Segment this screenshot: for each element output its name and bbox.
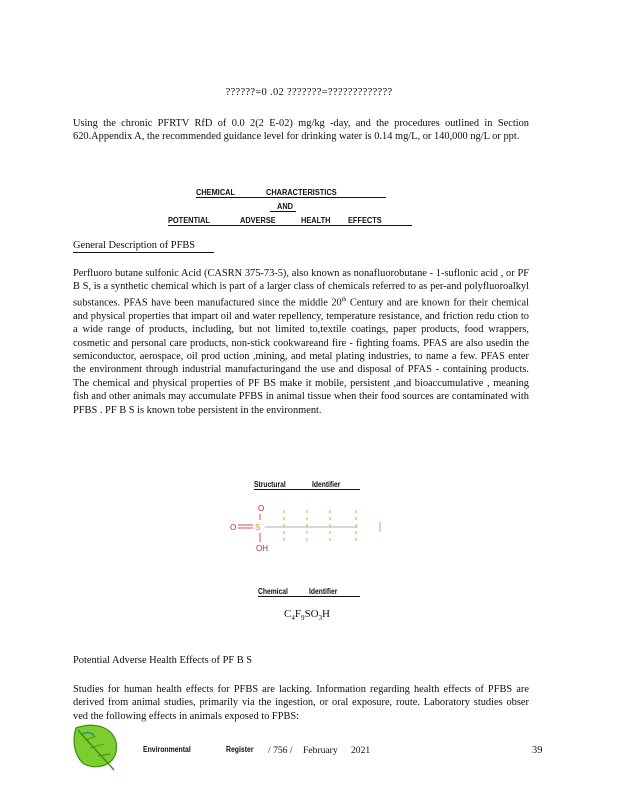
- heading-and: AND: [277, 201, 294, 211]
- health-effects-body: Studies for human health effects for PFBS are lacking. Information regarding health effects of PFBS are derived from animal studies, primarily via the ingestion, or oral exposure, route. Laboratory studies obser ved the following effects in animals exposed to FPBS:: [73, 684, 529, 722]
- general-title-rule: [73, 252, 214, 253]
- heading-health: HEALTH: [301, 215, 331, 225]
- general-description-title: General Description of PFBS: [73, 240, 196, 251]
- structural-rule: [254, 489, 360, 490]
- health-effects-title: Potential Adverse Health Effects of PF B S: [73, 655, 253, 666]
- heading-rule-3: [168, 225, 412, 226]
- atom-s: S: [255, 523, 261, 532]
- footer-year: 2021: [351, 745, 371, 756]
- atom-o-top: O: [258, 504, 265, 513]
- chemical-rule: [258, 596, 360, 597]
- heading-chemical: CHEMICAL: [196, 187, 236, 197]
- heading-potential: POTENTIAL: [168, 215, 210, 225]
- heading-characteristics: CHARACTERISTICS: [266, 187, 337, 197]
- footer-register: Register: [226, 745, 254, 754]
- chemical-identifier-label: Identifier: [309, 587, 338, 596]
- chemical-formula: $C_4F_9SO_3H$: [284, 608, 330, 623]
- heading-effects: EFFECTS: [348, 215, 382, 225]
- atom-o-left: O: [230, 523, 237, 532]
- structural-label: Structural: [254, 480, 286, 489]
- footer-issue: / 756 /: [268, 745, 293, 756]
- identifier-label: Identifier: [312, 480, 341, 489]
- atom-oh: OH: [256, 544, 268, 553]
- heading-rule-2: [270, 211, 296, 212]
- chemical-label: Chemical: [258, 587, 288, 596]
- page-number: 39: [532, 745, 543, 756]
- leaf-logo-icon: [70, 720, 124, 774]
- heading-adverse: ADVERSE: [240, 215, 276, 225]
- general-description-body: Perfluoro butane sulfonic Acid (CASRN 375-73-5), also known as nonafluorobutane - 1-suflonic acid , or PF B S, is a synthetic chemical which is part of a larger class of chemicals referred to as per-and polyfluoroalkyl substances. PFAS have been manufactured since the middle 20th Century and are known for their chemical and physical properties that impart oil and water repellency, temperature resistance, and friction redu ction to a wide range of products, including, but not limited to,textile coatings, paper products, food wrappers, cosmetic and personal care products, non-stick cookwareand fire - fighting foams. PFAS are also usedin the semiconductor, aerospace, oil prod uction ,mining, and metal plating industries, to name a few. PFAS enter the environment through industrial manufacturingand the use and disposal of PFAS - containing products. The chemical and physical properties of PF BS make it mobile, persistent ,and bioaccumulative , meaning fish and other animals may accumulate PFBS in animal tissue when their food sources are contaminated with PFBS . PF B S is known tobe persistent in the environment.: [73, 268, 529, 416]
- heading-rule-1: [196, 197, 386, 198]
- footer-publication: Environmental: [143, 745, 191, 754]
- footer-month: February: [303, 745, 338, 756]
- pfbs-structure-diagram: [220, 500, 400, 556]
- guidance-level-paragraph: Using the chronic PFRTV RfD of 0.0 2(2 E-02) mg/kg -day, and the procedures outlined in Section 620.Appendix A, the recommended guidance level for drinking water is 0.14 mg/L, or 140,000 ng/L or ppt.: [73, 118, 529, 143]
- calculation-line: ??????=0 .02 ???????=?????????????: [225, 87, 393, 98]
